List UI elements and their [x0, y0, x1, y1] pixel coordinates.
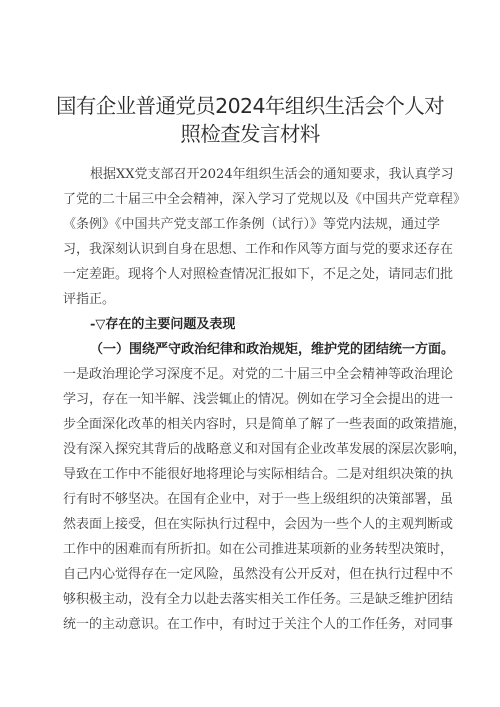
- document-title-line-2: 照检查发言材料: [180, 122, 320, 146]
- body-line-16: 工作中的困难而有所折扣。如在公司推进某项新的业务转型决策时，: [63, 542, 454, 557]
- body-line-11: 步全面深化改革的相关内容时，只是简单了解了一些表面的政策措施，: [63, 417, 467, 432]
- body-line-4: 习，我深刻认识到自身在思想、工作和作风等方面与党的要求还存在: [63, 242, 454, 257]
- body-line-9: 一是政治理论学习深度不足。对党的二十届三中全会精神等政治理论: [63, 367, 454, 382]
- body-line-1: 根据XX党支部召开2024年组织生活会的通知要求，我认真学习: [90, 167, 454, 182]
- body-line-10: 学习，存在一知半解、浅尝辄止的情况。例如在学习全会提出的进一: [63, 392, 454, 407]
- body-line-13: 导致在工作中不能很好地将理论与实际相结合。二是对组织决策的执: [63, 467, 454, 482]
- body-line-12: 没有深入探究其背后的战略意义和对国有企业改革发展的深层次影响，: [63, 442, 467, 457]
- body-line-6: 评指正。: [63, 292, 116, 307]
- body-line-17: 自己内心觉得存在一定风险，虽然没有公开反对，但在执行过程中不: [63, 567, 454, 582]
- section-heading: -▽存在的主要问题及表现: [90, 317, 236, 332]
- body-line-15: 然表面上接受，但在实际执行过程中，会因为一些个人的主观判断或: [63, 517, 454, 532]
- body-line-19: 统一的主动意识。在工作中，有时过于关注个人的工作任务，对同事: [63, 617, 454, 632]
- body-line-14: 行有时不够坚决。在国有企业中，对于一些上级组织的决策部署，虽: [63, 492, 454, 507]
- body-line-3: 《条例》《中国共产党支部工作条例（试行）》等党内法规，通过学: [63, 217, 441, 232]
- subsection-heading: （一）围绕严守政治纪律和政治规矩，维护党的团结统一方面。: [90, 342, 455, 357]
- body-line-18: 够积极主动，没有全力以赴去落实相关工作任务。三是缺乏维护团结: [63, 592, 454, 607]
- body-line-5: 一定差距。现将个人对照检查情况汇报如下，不足之处，请同志们批: [63, 267, 454, 282]
- document-title-line-1: 国有企业普通党员2024年组织生活会个人对: [55, 94, 445, 118]
- body-line-2: 了党的二十届三中全会精神，深入学习了党规以及《中国共产党章程》: [63, 192, 467, 207]
